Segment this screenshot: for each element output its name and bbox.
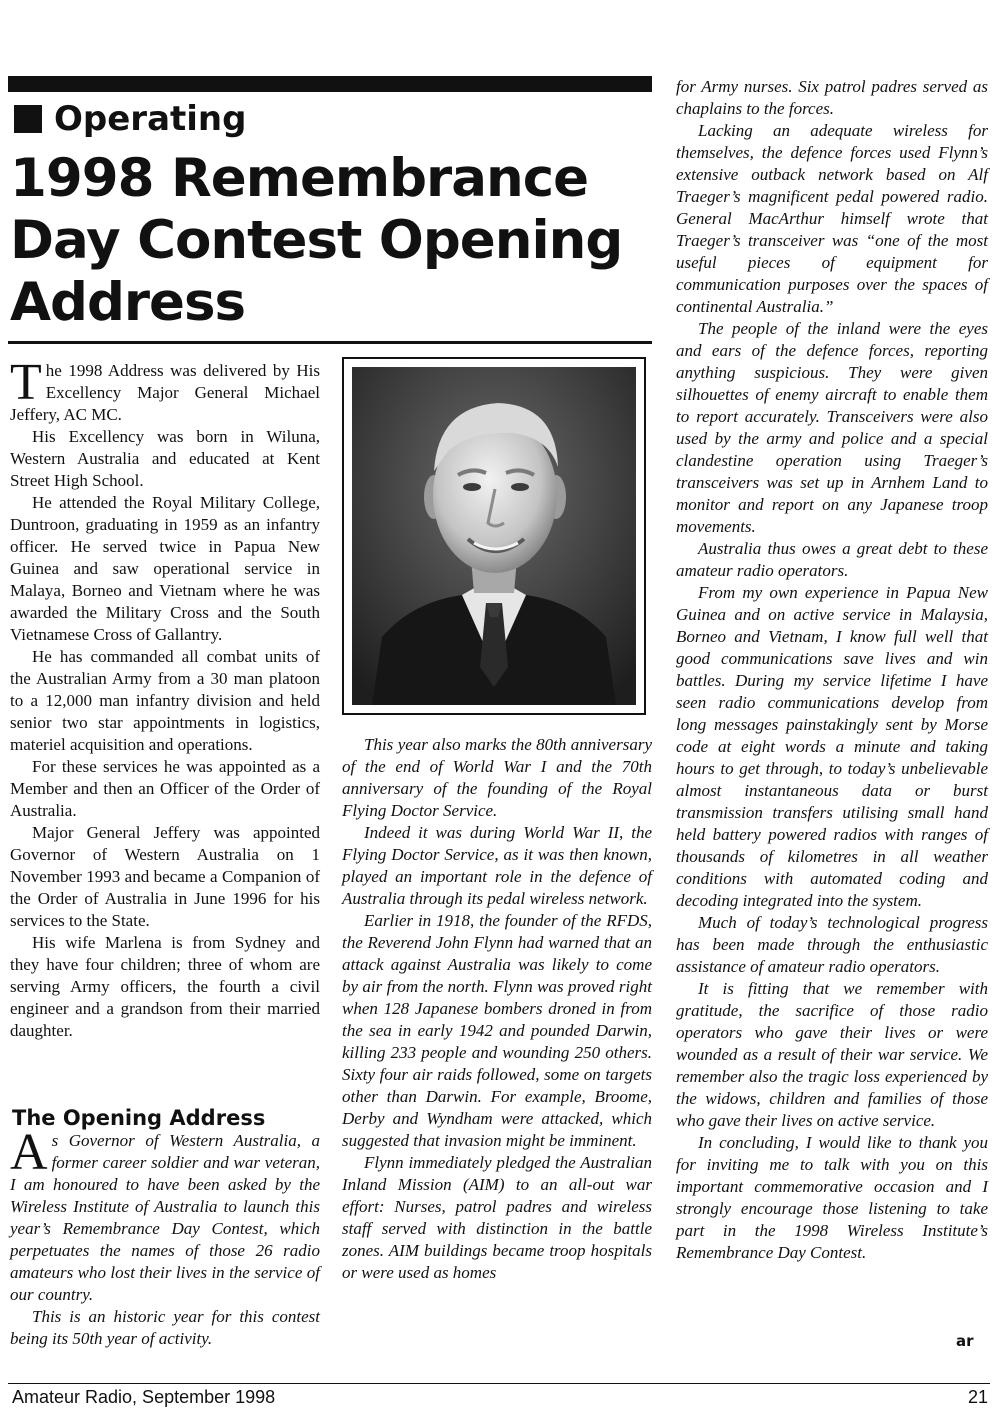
bio-paragraph-7: His wife Marlena is from Sydney and they have four children; three of whom are serving Army officers, the fourth a civil engineer and a grandson from their married daughter. (10, 933, 320, 1040)
address-paragraph-2: This is an historic year for this contest being its 50th year of activity. (10, 1307, 320, 1348)
bio-paragraph-3: He attended the Royal Military College, Duntroon, graduating in 1959 as an infantry officer. He served twice in Papua New Guinea and saw operational service in Malaya, Borneo and Vietnam where he was awarded the Military Cross and the South Vietnamese Cross of Gallantry. (10, 493, 320, 644)
address-paragraph-7: for Army nurses. Six patrol padres served as chaplains to the forces. (676, 77, 988, 118)
address-paragraph-5: Earlier in 1918, the founder of the RFDS, the Reverend John Flynn had warned that an attack against Australia was likely to come by air from the north. Flynn was proved right when 128 Japanese bombers droned in from the sea in early 1942 and pounded Darwin, killing 233 people and wounding 250 others. Sixty four air raids followed, some on targets other than Darwin. For example, Broome, Derby and Wyndham were attacked, which suggested that invasion might be imminent. (342, 911, 652, 1150)
address-paragraph-14: In concluding, I would like to thank you for inviting me to talk with you on this important commemorative occasion and I strongly encourage those listening to take part in the 1998 Wireless Institute’s Remembrance Day Contest. (676, 1133, 988, 1262)
footer-publication: Amateur Radio, September 1998 (12, 1387, 276, 1407)
article-title (10, 148, 650, 334)
address-paragraph-4: Indeed it was during World War II, the Flying Doctor Service, as it was then known, played an important role in the defence of Australia through its pedal wireless network. (342, 823, 652, 908)
portrait-icon (352, 367, 636, 705)
end-mark: ar (956, 1332, 974, 1350)
square-bullet-icon (14, 105, 42, 133)
page-number: 21 (968, 1387, 989, 1407)
address-paragraph-12: Much of today’s technological progress has been made through the enthusiastic assistance of amateur radio operators. (676, 913, 988, 976)
address-paragraph-13: It is fitting that we remember with gratitude, the sacrifice of those radio operators who gave their lives or were wounded as a result of their war service. We remember also the tragic loss experienced by the widows, children and families of those who gave their lives on active service. (676, 979, 988, 1130)
drop-cap: A (10, 1124, 48, 1181)
address-paragraph-8: Lacking an adequate wireless for themselves, the defence forces used Flynn’s extensive outback network based on Alf Traeger’s magnificent pedal powered radio. General MacArthur himself wrote that Traeger’s transceiver was “one of the most useful pieces of equipment for communication purposes over the spaces of continental Australia.” (676, 121, 988, 316)
title-line-1: 1998 Remembrance (10, 148, 589, 209)
column-2-address (342, 734, 652, 1284)
address-paragraph-9: The people of the inland were the eyes and ears of the defence forces, reporting anything suspicious. They were given silhouettes of enemy aircraft to enable them to report accurately. Transceivers were also used by the army and police and a special clandestine operation using Traeger’s transceivers was set up in Arnhem Land to monitor and report on any Japanese troop movements. (676, 319, 988, 536)
section-label (14, 98, 246, 140)
section-text: Operating (54, 99, 247, 139)
bio-paragraph-6: Major General Jeffery was appointed Governor of Western Australia on 1 November 1993 and became a Companion of the Order of Australia in June 1996 for his services to the State. (10, 823, 320, 930)
column-1-address (10, 1124, 320, 1350)
title-line-3: Address (10, 272, 246, 333)
bio-paragraph-2: His Excellency was born in Wiluna, Western Australia and educated at Kent Street High School. (10, 427, 320, 490)
title-rule (8, 341, 652, 344)
address-paragraph-3: This year also marks the 80th anniversary of the end of World War I and the 70th anniversary of the founding of the Royal Flying Doctor Service. (342, 735, 652, 820)
address-paragraph-10: Australia thus owes a great debt to these amateur radio operators. (676, 539, 988, 580)
column-3-address (676, 76, 988, 1264)
address-paragraph-6: Flynn immediately pledged the Australian Inland Mission (AIM) to an all-out war effort: Nurses, patrol padres and wireless staff served with distinction in the battle zones. AIM buildings became troop hospitals or were used as homes (342, 1153, 652, 1282)
bio-paragraph-1: The 1998 Address was delivered by His Excellency Major General Michael Jeffery, AC MC. (10, 354, 320, 424)
portrait-photo (342, 357, 646, 715)
title-line-2: Day Contest Opening (10, 210, 623, 271)
address-paragraph-1: As Governor of Western Australia, a former career soldier and war veteran, I am honoured to have been asked by the Wireless Institute of Australia to launch this year’s Remembrance Day Contest, which perpetuates the names of those 26 radio amateurs who lost their lives in the service of our country. (10, 1124, 320, 1304)
top-bar (8, 76, 652, 92)
address-paragraph-11: From my own experience in Papua New Guinea and on active service in Malaysia, Borneo and Vietnam, I know full well that good communications save lives and win battles. During my service lifetime I have seen radio communications develop from long messages painstakingly sent by Morse code at eight words a minute and taking hours to get through, to today’s unbelievable almost instantaneous data or burst transmission transfers utilising small hand held battery powered radios with ranges of thousands of kilometres in all weather conditions with automated coding and decoding integrated into the system. (676, 583, 988, 910)
subheading-opening-address: The Opening Address (12, 1106, 266, 1130)
footer-rule (8, 1383, 990, 1384)
column-1-bio (10, 354, 320, 1042)
bio-paragraph-5: For these services he was appointed as a Member and then an Officer of the Order of Australia. (10, 757, 320, 820)
bio-paragraph-4: He has commanded all combat units of the Australian Army from a 30 man platoon to a 12,000 man infantry division and held senior two star appointments in logistics, materiel acquisition and operations. (10, 647, 320, 754)
drop-cap: T (10, 354, 42, 411)
